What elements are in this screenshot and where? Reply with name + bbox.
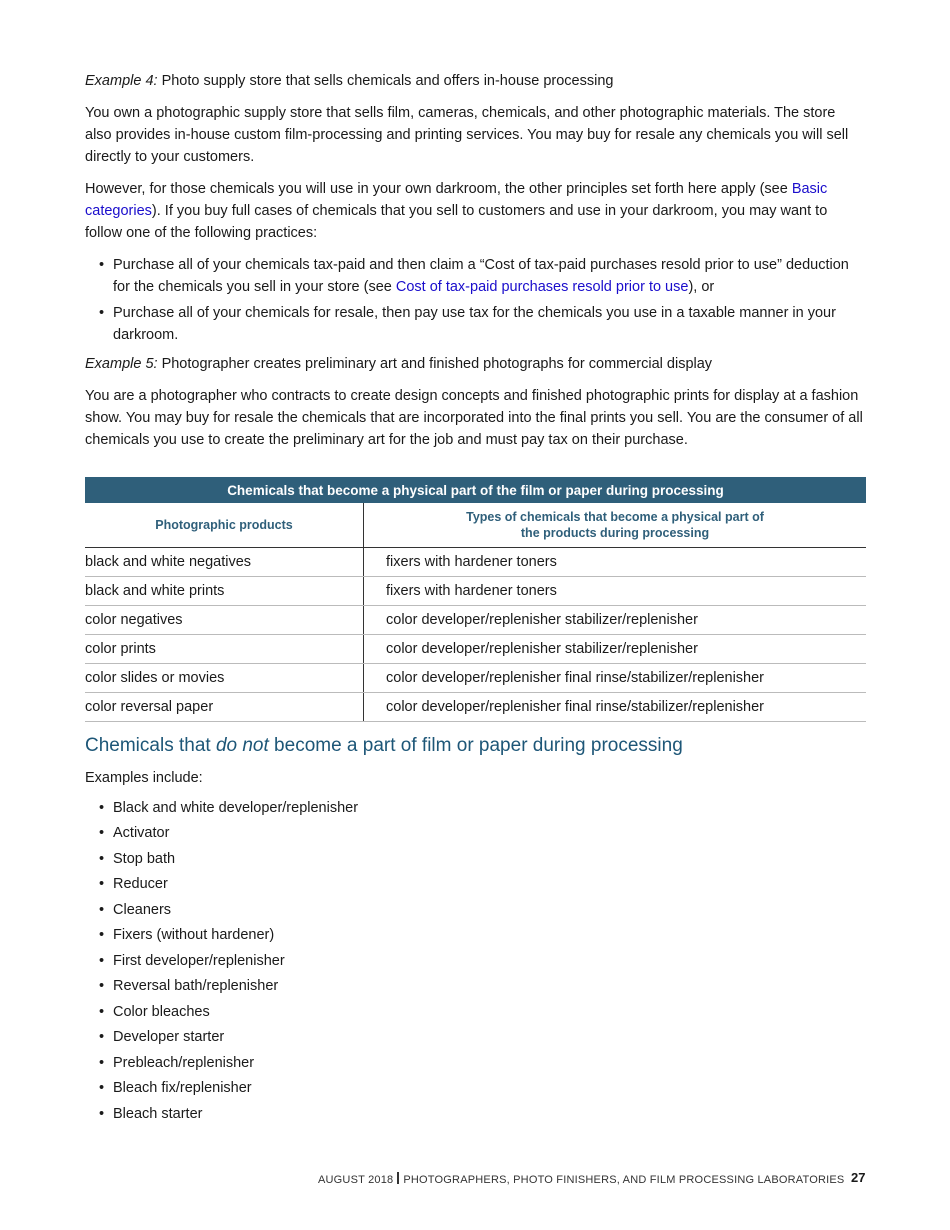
list-item: • First developer/replenisher — [85, 949, 865, 975]
text: Chemicals that — [85, 735, 216, 756]
example-4 — [85, 70, 865, 346]
footer — [318, 1172, 844, 1186]
examples-section — [85, 766, 865, 1127]
product-cell: black and white prints — [85, 577, 364, 606]
chemical-cell: color developer/replenisher final rinse/stabilizer/replenisher — [364, 693, 867, 722]
table-row — [85, 693, 866, 722]
list-item: • Fixers (without hardener) — [85, 923, 865, 949]
chemical-cell: fixers with hardener toners — [364, 548, 867, 577]
text: become a part of film or paper during processing — [268, 735, 683, 756]
list-item: • Stop bath — [85, 847, 865, 873]
examples-list — [85, 796, 865, 1128]
page-number: 27 — [851, 1170, 866, 1185]
chemicals-table — [85, 477, 866, 722]
column-header — [364, 503, 867, 548]
table-row — [85, 606, 866, 635]
paragraph: You are a photographer who contracts to create design concepts and finished photographic prints for display at a fashion show. You may buy for resale the chemicals that are incorporated into the final prints you sell. You are the consumer of all chemicals you use to create the preliminary art for the job and must pay tax on their purchase. — [85, 388, 863, 448]
list-item: • Bleach starter — [85, 1102, 865, 1128]
paragraph: You own a photographic supply store that sells film, cameras, chemicals, and other photographic materials. The store also provides in-house custom film-processing and printing services. You may buy for resale any chemicals you will sell directly to your customers. — [85, 105, 849, 165]
example-title: Photographer creates preliminary art and finished photographs for commercial display — [157, 356, 713, 372]
example-label: Example 5: — [85, 356, 158, 372]
list-item: • Color bleaches — [85, 1000, 865, 1026]
product-cell: color reversal paper — [85, 693, 364, 722]
list-item: • Bleach fix/replenisher — [85, 1076, 865, 1102]
product-cell: color prints — [85, 635, 364, 664]
product-cell: color slides or movies — [85, 664, 364, 693]
text: Purchase all of your chemicals tax-paid and then claim a “Cost of tax-paid purchases resold prior to use” deduction for the chemicals you sell in your store (see — [113, 257, 849, 295]
table-row — [85, 635, 866, 664]
example-4-title — [85, 70, 865, 92]
cost-of-tax-paid-link[interactable]: Cost of tax-paid purchases resold prior to use — [395, 279, 689, 295]
text: ), or — [688, 279, 715, 295]
chemical-cell: fixers with hardener toners — [364, 577, 867, 606]
product-cell: black and white negatives — [85, 548, 364, 577]
practice-list — [85, 254, 865, 346]
example-label: Example 4: — [85, 73, 158, 89]
header-text: Types of chemicals that become a physical part of the products during processing — [466, 510, 764, 540]
column-header: Photographic products — [85, 503, 364, 548]
list-item: • Prebleach/replenisher — [85, 1051, 865, 1077]
list-item — [85, 254, 865, 298]
example-title: Photo supply store that sells chemicals and offers in-house processing — [157, 73, 614, 89]
list-item: • Reversal bath/replenisher — [85, 974, 865, 1000]
example-5-title — [85, 353, 865, 375]
list-item: • Black and white developer/replenisher — [85, 796, 865, 822]
section-heading — [85, 735, 683, 757]
footer-date: AUGUST 2018 — [318, 1174, 394, 1186]
divider — [397, 1172, 399, 1184]
list-item: • Reducer — [85, 872, 865, 898]
intro-text: Examples include: — [85, 770, 203, 786]
chemical-cell: color developer/replenisher final rinse/stabilizer/replenisher — [364, 664, 867, 693]
product-cell: color negatives — [85, 606, 364, 635]
list-item: • Purchase all of your chemicals for resale, then pay use tax for the chemicals you use in a taxable manner in your darkroom. — [85, 302, 865, 346]
chemical-cell: color developer/replenisher stabilizer/replenisher — [364, 635, 867, 664]
table-row — [85, 577, 866, 606]
paragraph — [85, 178, 865, 244]
list-item: • Activator — [85, 821, 865, 847]
footer-title: PHOTOGRAPHERS, PHOTO FINISHERS, AND FILM PROCESSING LABORATORIES — [403, 1174, 845, 1186]
text: ). If you buy full cases of chemicals that you sell to customers and use in your darkroom, you may want to follow one of the following practices: — [85, 203, 828, 241]
list-item: • Cleaners — [85, 898, 865, 924]
example-5 — [85, 353, 865, 451]
text: do not — [215, 735, 269, 756]
chemical-cell: color developer/replenisher stabilizer/replenisher — [364, 606, 867, 635]
table-title: Chemicals that become a physical part of the film or paper during processing — [85, 477, 866, 503]
list-item: • Developer starter — [85, 1025, 865, 1051]
table-row — [85, 664, 866, 693]
table-row — [85, 548, 866, 577]
basic-categories-link[interactable]: Basic categories — [85, 181, 828, 219]
text: However, for those chemicals you will use in your own darkroom, the other principles set forth here apply (see — [85, 181, 792, 197]
